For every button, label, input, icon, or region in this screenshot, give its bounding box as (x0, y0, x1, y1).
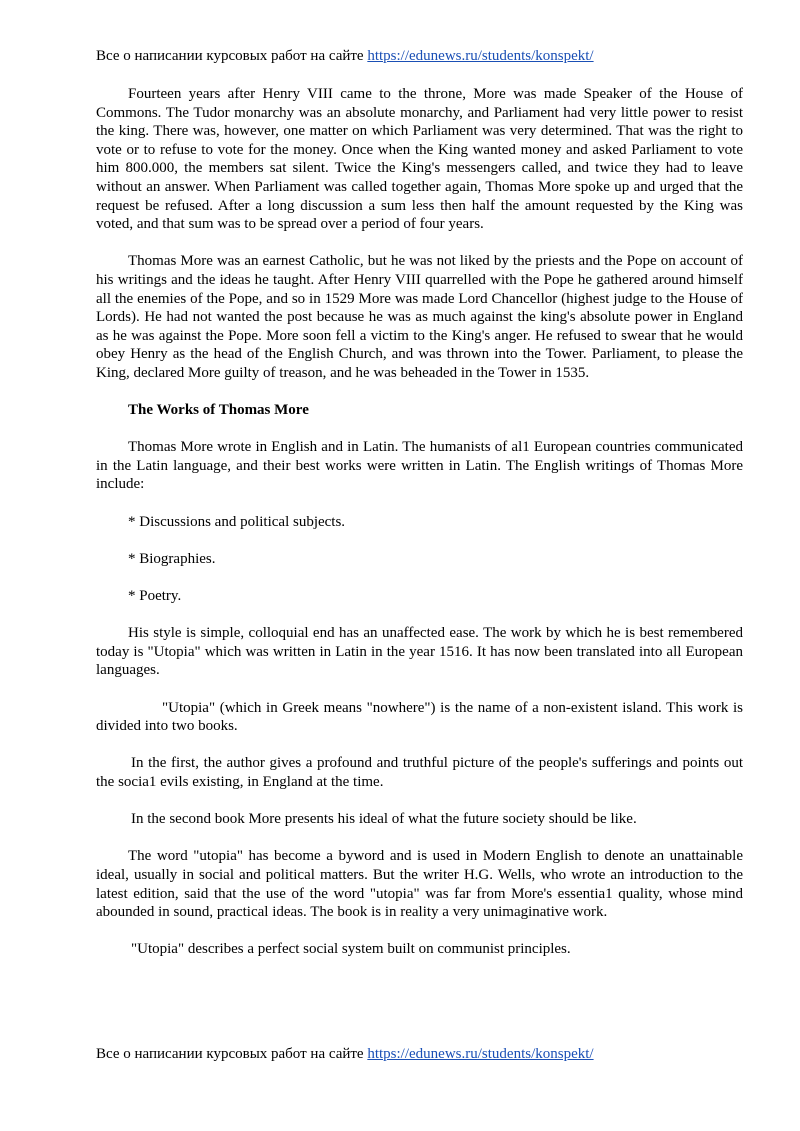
section-heading: The Works of Thomas More (128, 402, 309, 419)
paragraph-speaker: Fourteen years after Henry VIII came to the throne, More was made Speaker of the House of Commons. The Tudor monarchy was an absolute monarchy, and Parliament had very little power to resist the king. There was, however, one matter on which Parliament was very determined. That was the right to vote or to refuse to vote for the money. Once when the King wanted money and asked Parliament to vote him 800.000, the members sat silent. Twice the King's messengers called, and twice they had to leave without an answer. When Parliament was called together again, Thomas More spoke up and urged that the request be refused. After a long discussion a sum less then half the amount requested by the King was voted, and that sum was to be spread over a period of four years. (96, 86, 743, 233)
bullet-discussions: * Discussions and political subjects. (128, 513, 346, 530)
header-link[interactable]: https://edunews.ru/students/konspekt/ (367, 48, 594, 64)
header-text: Все о написании курсовых работ на сайте (96, 48, 368, 64)
paragraph-style: His style is simple, colloquial end has an unaffected ease. The work by which he is best remembered today is "Utopia" which was written in Latin in the year 1516. It has now been translated into all European languages. (96, 625, 743, 679)
page-footer (96, 1045, 594, 1064)
paragraph-byword: The word "utopia" has become a byword and is used in Modern English to denote an unattainable ideal, usually in social and political matters. But the writer H.G. Wells, who wrote an introduction to the latest edition, said that the use of the word "utopia" was far from More's essentia1 quality, whose mind abounded in sound, practical ideas. The book is in reality a very unimaginative work. (96, 848, 743, 921)
paragraph-chancellor: Thomas More was an earnest Catholic, but he was not liked by the priests and the Pope on account of his writings and the ideas he taught. After Henry VIII quarrelled with the Pope he gathered around himself all the enemies of the Pope, and so in 1529 More was made Lord Chancellor (highest judge to the House of Lords). He had not wanted the post because he was as much against the king's absolute power in England as he was against the Pope. More soon fell a victim to the King's anger. He refused to swear that he would obey Henry as the head of the English Church, and was thrown into the Tower. Parliament, to please the King, declared More guilty of treason, and he was beheaded in the Tower in 1535. (96, 253, 743, 381)
paragraph-communist: "Utopia" describes a perfect social system built on communist principles. (131, 941, 571, 958)
paragraph-languages: Thomas More wrote in English and in Latin. The humanists of al1 European countries communicated in the Latin language, and their best works were written in Latin. The English writings of Thomas More include: (96, 439, 743, 493)
document-page (96, 47, 743, 959)
paragraph-utopia-name: "Utopia" (which in Greek means "nowhere") is the name of a non-existent island. This work is divided into two books. (96, 699, 743, 735)
page-header (96, 47, 743, 66)
footer-link[interactable]: https://edunews.ru/students/konspekt/ (367, 1046, 594, 1062)
footer-text: Все о написании курсовых работ на сайте (96, 1046, 368, 1062)
paragraph-second-book: In the second book More presents his ideal of what the future society should be like. (131, 811, 637, 828)
bullet-biographies: * Biographies. (128, 550, 216, 567)
bullet-poetry: * Poetry. (128, 588, 182, 605)
paragraph-first-book: In the first, the author gives a profound and truthful picture of the people's sufferings and points out the socia1 evils existing, in England at the time. (96, 755, 743, 790)
